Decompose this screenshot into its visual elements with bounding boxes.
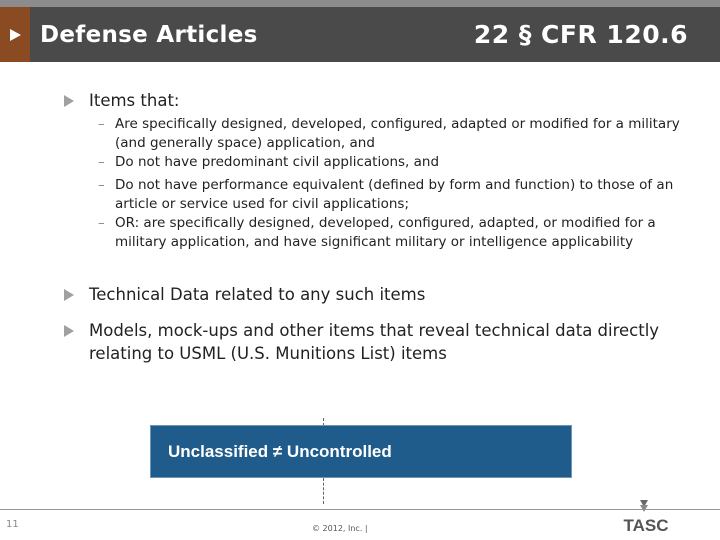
logo-text: TASC [623, 516, 669, 535]
bullet-text: Models, mock-ups and other items that reveal technical data directly relating to USML (U.S. Munitions List) items [89, 321, 660, 363]
sub-bullet-text: Do not have performance equivalent (defined by form and function) to those of an article or service used for civil applications; [115, 177, 674, 212]
dash-marker: – [98, 215, 105, 231]
top-strip [0, 0, 720, 7]
slide-citation: 22 § CFR 120.6 [473, 20, 688, 49]
bullet-text: Technical Data related to any such items [89, 285, 426, 304]
dash-marker: – [98, 154, 105, 170]
page-number: 11 [6, 519, 19, 530]
title-marker [0, 7, 30, 62]
bullet-arrow-icon [64, 325, 74, 337]
bullet-arrow-icon [64, 95, 74, 107]
copyright-text: © 2012, Inc. | [312, 524, 368, 533]
dash-marker: – [98, 116, 105, 132]
dash-marker: – [98, 177, 105, 193]
sub-bullet-text: OR: are specifically designed, developed, configured, adapted, or modified for a military application, and have significant military or intelligence applicability [115, 215, 656, 250]
bullet-arrow-icon [64, 289, 74, 301]
callout-box [150, 425, 572, 478]
tasc-logo [618, 496, 676, 536]
footer-divider [0, 509, 720, 510]
title-bar [0, 0, 720, 62]
callout-text: Unclassified ≠ Uncontrolled [168, 442, 392, 461]
slide-title: Defense Articles [40, 22, 258, 48]
play-arrow-icon [10, 29, 21, 41]
bullet-text: Items that: [89, 91, 180, 110]
guide-line [323, 478, 324, 504]
sub-bullet-text: Do not have predominant civil applications, and [115, 154, 440, 170]
sub-bullet-text: Are specifically designed, developed, configured, adapted or modified for a military (and generally space) application, and [115, 116, 680, 151]
